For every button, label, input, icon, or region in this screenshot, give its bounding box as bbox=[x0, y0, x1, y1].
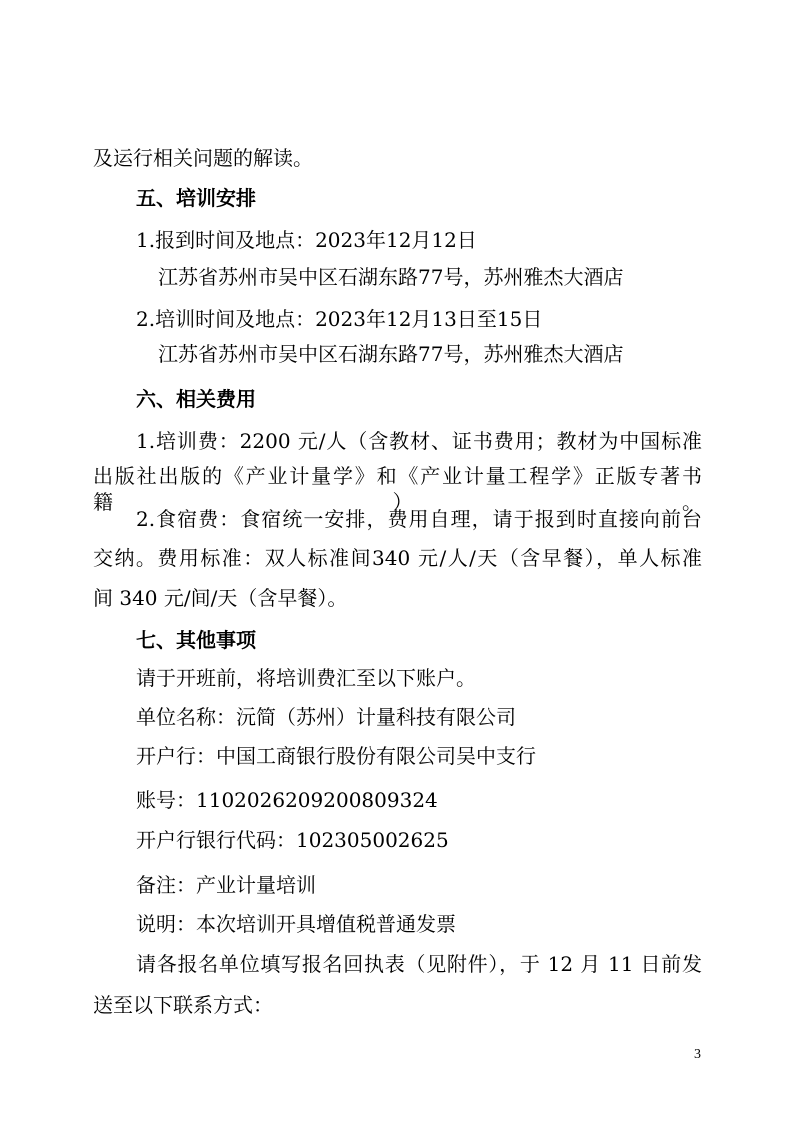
fee-item-2-line-3: 间 340 元/间/天（含早餐）。 bbox=[93, 586, 348, 610]
arrangement-item-2-address: 江苏省苏州市吴中区石湖东路77号，苏州雅杰大酒店 bbox=[158, 342, 624, 366]
arrangement-item-1: 1.报到时间及地点：2023年12月12日 bbox=[136, 228, 477, 252]
payment-remark: 备注：产业计量培训 bbox=[136, 873, 316, 897]
page-number: 3 bbox=[694, 1047, 701, 1062]
account-bank-code: 开户行银行代码：102305002625 bbox=[136, 828, 449, 852]
paragraph-continuation: 及运行相关问题的解读。 bbox=[93, 146, 313, 170]
registration-note-line-1: 请各报名单位填写报名回执表（见附件），于 12 月 11 日前发 bbox=[136, 952, 702, 976]
registration-note-line-2: 送至以下联系方式： bbox=[93, 993, 273, 1017]
invoice-note: 说明：本次培训开具增值税普通发票 bbox=[136, 912, 456, 936]
fee-item-1-line-2: 出版社出版的《产业计量学》和《产业计量工程学》正版专著书籍）。 bbox=[93, 464, 702, 514]
fee-item-2-line-2: 交纳。费用标准：双人标准间340 元/人/天（含早餐），单人标准 bbox=[93, 546, 702, 570]
section-heading-other-matters: 七、其他事项 bbox=[136, 628, 256, 652]
fee-item-2-line-1: 2.食宿费：食宿统一安排，费用自理，请于报到时直接向前台 bbox=[136, 507, 702, 531]
section-heading-fees: 六、相关费用 bbox=[136, 387, 256, 411]
payment-intro: 请于开班前，将培训费汇至以下账户。 bbox=[136, 666, 476, 690]
section-heading-training-arrangement: 五、培训安排 bbox=[136, 186, 256, 210]
arrangement-item-2: 2.培训时间及地点：2023年12月13日至15日 bbox=[136, 307, 543, 331]
arrangement-item-1-address: 江苏省苏州市吴中区石湖东路77号，苏州雅杰大酒店 bbox=[158, 265, 624, 289]
account-unit-name: 单位名称：沅简（苏州）计量科技有限公司 bbox=[136, 705, 516, 729]
account-number: 账号：1102026209200809324 bbox=[136, 788, 438, 812]
account-bank: 开户行：中国工商银行股份有限公司吴中支行 bbox=[136, 744, 536, 768]
fee-item-1-line-1: 1.培训费：2200 元/人（含教材、证书费用；教材为中国标准 bbox=[136, 429, 702, 453]
